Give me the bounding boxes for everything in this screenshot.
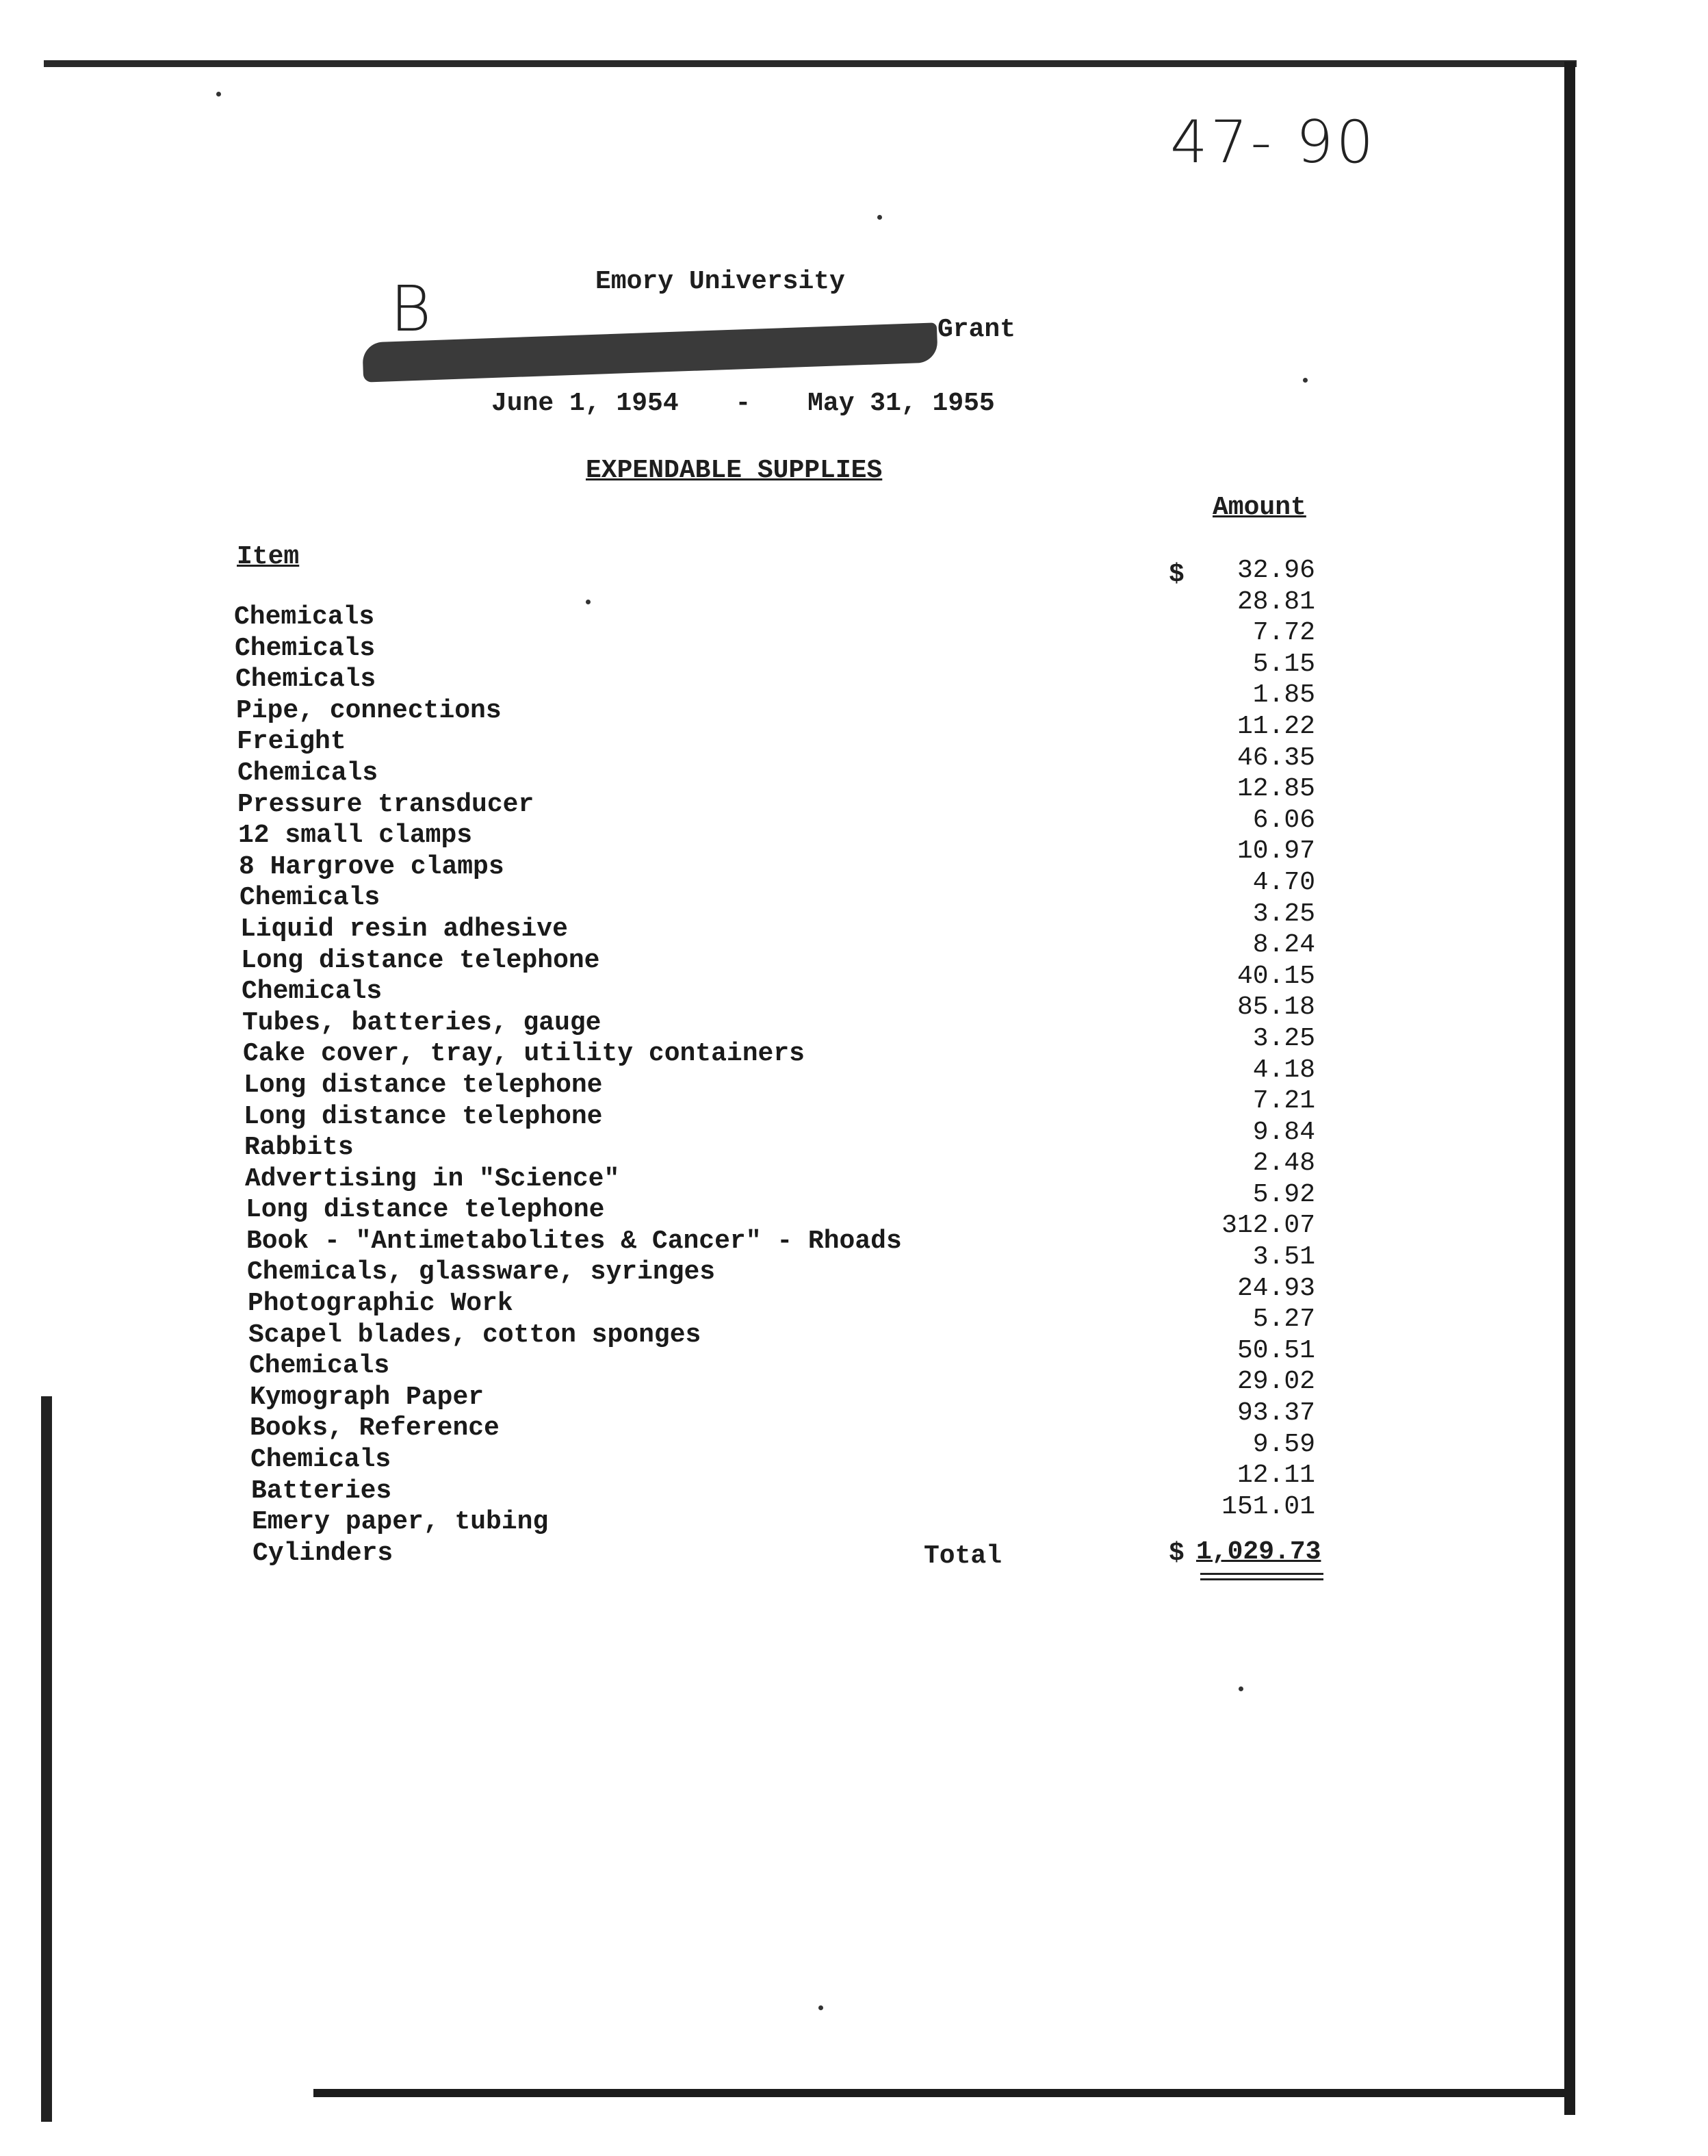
item-column-header: Item (237, 542, 300, 572)
margin-letter-annotation: B (390, 272, 432, 346)
item-row: Tubes, batteries, gauge (242, 1008, 601, 1038)
section-title: EXPENDABLE SUPPLIES (586, 456, 883, 485)
institution-title: Emory University (595, 267, 845, 296)
item-row: Pressure transducer (237, 789, 534, 819)
amount-row: 28.81 (1237, 587, 1315, 617)
item-row: Books, Reference (250, 1413, 500, 1443)
amount-row: 2.48 (1252, 1148, 1315, 1179)
item-row: Scapel blades, cotton sponges (248, 1320, 701, 1350)
item-row: Rabbits (244, 1133, 354, 1163)
item-row: 12 small clamps (238, 821, 473, 851)
item-row: Chemicals (235, 633, 376, 663)
item-row: Chemicals, glassware, syringes (247, 1257, 716, 1287)
item-row: Chemicals (235, 665, 376, 695)
amount-row: 7.21 (1252, 1086, 1315, 1116)
total-currency-symbol: $ (1169, 1539, 1185, 1568)
amount-row: 12.11 (1237, 1461, 1315, 1491)
item-row: Cylinders (253, 1538, 393, 1568)
amount-row: 9.84 (1252, 1117, 1315, 1147)
amount-row: 4.18 (1252, 1055, 1315, 1085)
item-row: Photographic Work (248, 1289, 513, 1319)
item-row: Liquid resin adhesive (240, 914, 568, 944)
speck (216, 92, 221, 97)
amount-row: 10.97 (1237, 836, 1315, 867)
amount-row: 93.37 (1237, 1398, 1315, 1428)
amount-list (1191, 556, 1315, 1523)
amount-row: 32.96 (1237, 556, 1315, 585)
document-number-annotation: 47- 90 (1170, 108, 1377, 177)
period-separator: - (735, 389, 751, 418)
amount-row: 3.25 (1252, 1023, 1315, 1053)
total-double-rule (1200, 1578, 1323, 1580)
item-row: Advertising in "Science" (245, 1164, 620, 1194)
total-label: Total (924, 1541, 1002, 1571)
amount-row: 5.15 (1252, 649, 1315, 679)
amount-row: 151.01 (1221, 1491, 1315, 1522)
item-row: Kymograph Paper (250, 1382, 484, 1412)
amount-row: 8.24 (1252, 930, 1315, 960)
redaction-mark (362, 322, 938, 382)
item-row: Chemicals (240, 883, 380, 913)
amount-row: 312.07 (1221, 1211, 1315, 1241)
amount-row: 40.15 (1237, 961, 1315, 991)
amount-row: 29.02 (1237, 1367, 1315, 1397)
total-double-rule (1200, 1573, 1323, 1575)
amount-row: 24.93 (1237, 1273, 1315, 1303)
scan-edge-right (1564, 62, 1575, 2115)
speck (877, 215, 882, 220)
amount-row: 85.18 (1237, 992, 1315, 1023)
amount-row: 7.72 (1252, 618, 1315, 648)
amount-row: 5.92 (1252, 1179, 1315, 1209)
speck (818, 2005, 823, 2010)
amount-row: 6.06 (1252, 805, 1315, 835)
period-start: June 1, 1954 (491, 389, 679, 418)
item-row: Pipe, connections (236, 695, 502, 726)
grant-label: Grant (937, 315, 1016, 344)
amount-row: 9.59 (1252, 1429, 1315, 1459)
amount-row: 3.25 (1252, 899, 1315, 929)
item-row: Long distance telephone (246, 1195, 605, 1225)
item-list (234, 602, 902, 1569)
total-value: 1,029.73 (1196, 1537, 1321, 1567)
amount-row: 1.85 (1252, 680, 1315, 710)
scan-edge-bottom (313, 2089, 1573, 2097)
item-row: Book - "Antimetabolites & Cancer" - Rhoads (246, 1226, 902, 1256)
speck (1303, 378, 1308, 383)
amount-column-header: Amount (1213, 493, 1306, 522)
amount-row: 46.35 (1237, 743, 1315, 773)
amount-row: 3.51 (1252, 1242, 1315, 1272)
amount-row: 50.51 (1237, 1335, 1315, 1365)
item-row: Long distance telephone (244, 1070, 603, 1100)
currency-symbol: $ (1169, 560, 1185, 589)
item-row: Freight (237, 727, 346, 757)
item-row: Chemicals (249, 1351, 390, 1381)
item-row: Long distance telephone (244, 1101, 603, 1131)
amount-row: 11.22 (1237, 711, 1315, 741)
item-row: Batteries (251, 1476, 392, 1506)
amount-row: 12.85 (1237, 774, 1315, 804)
item-row: Chemicals (250, 1445, 391, 1475)
scan-edge-top (44, 60, 1577, 67)
speck (1239, 1686, 1243, 1691)
item-row: 8 Hargrove clamps (239, 851, 504, 882)
item-row: Cake cover, tray, utility containers (243, 1039, 805, 1069)
item-row: Chemicals (237, 758, 378, 788)
item-row: Emery paper, tubing (252, 1507, 549, 1537)
item-row: Chemicals (242, 977, 383, 1007)
scan-edge-left (41, 1396, 52, 2122)
reporting-period (491, 389, 995, 418)
amount-row: 4.70 (1252, 867, 1315, 897)
item-row: Chemicals (234, 602, 375, 632)
item-row: Long distance telephone (241, 945, 600, 975)
amount-row: 5.27 (1252, 1305, 1315, 1335)
period-end: May 31, 1955 (807, 389, 995, 418)
